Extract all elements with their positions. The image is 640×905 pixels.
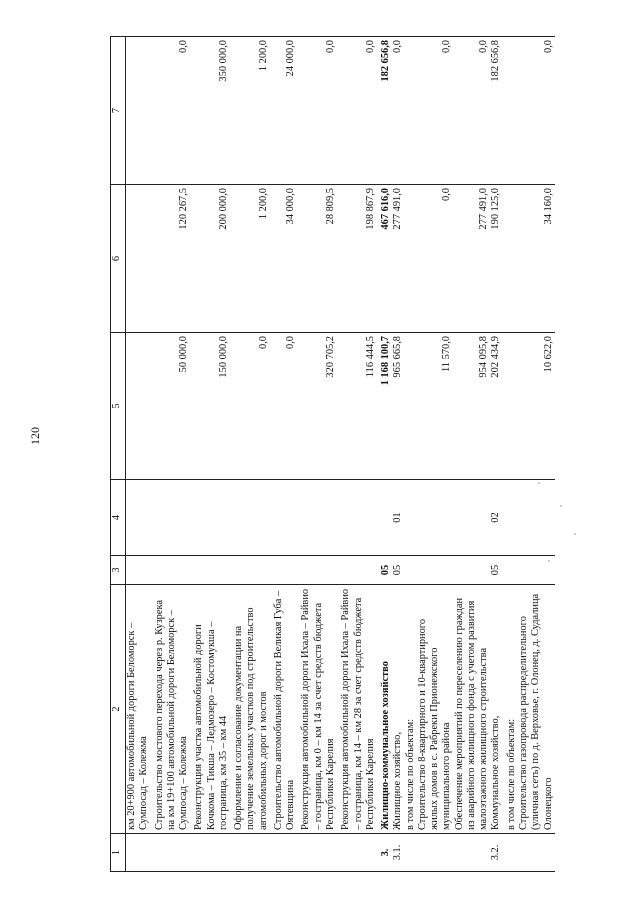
col-header-6: 6 bbox=[111, 185, 126, 333]
value-col7-cell: 182 656,8 bbox=[380, 37, 392, 185]
description-cell: Строительство газопровода распределительного (уличная сеть) по д. Верховье, г. Олонец, д. Судалица Олонецкого bbox=[518, 585, 555, 834]
value-col6-cell: 1 200,0 bbox=[233, 185, 273, 333]
row-number-cell bbox=[518, 834, 555, 872]
scan-speck bbox=[538, 482, 540, 484]
value-col6-cell bbox=[506, 185, 518, 333]
subsection-code-cell bbox=[454, 480, 491, 556]
row-number-cell: 3.2. bbox=[490, 834, 505, 872]
subsection-code-cell bbox=[154, 480, 194, 556]
value-col5-cell: 202 434,9 bbox=[490, 333, 505, 480]
table-row bbox=[193, 37, 233, 872]
row-number-cell bbox=[154, 834, 194, 872]
budget-table bbox=[110, 36, 555, 872]
value-col7-cell bbox=[506, 37, 518, 185]
section-code-cell bbox=[154, 556, 194, 585]
value-col6-cell: 0,0 bbox=[417, 185, 454, 333]
table-row bbox=[417, 37, 454, 872]
value-col6-cell: 277 491,0 bbox=[454, 185, 491, 333]
scan-speck bbox=[548, 560, 550, 562]
description-cell: Коммунальное хозяйство, bbox=[490, 585, 505, 834]
row-number-cell bbox=[193, 834, 233, 872]
table-row bbox=[405, 37, 417, 872]
subsection-code-cell bbox=[380, 480, 392, 556]
row-number-cell: 3.1. bbox=[392, 834, 404, 872]
value-col6-cell: 467 616,0 bbox=[380, 185, 392, 333]
section-code-cell: 05 bbox=[380, 556, 392, 585]
col-header-2: 2 bbox=[111, 585, 126, 834]
section-code-cell: 05 bbox=[392, 556, 404, 585]
value-col6-cell: 34 160,0 bbox=[518, 185, 555, 333]
row-number-cell bbox=[405, 834, 417, 872]
table-row bbox=[380, 37, 392, 872]
value-col7-cell bbox=[405, 37, 417, 185]
value-col5-cell bbox=[405, 333, 417, 480]
row-number-cell: 3. bbox=[380, 834, 392, 872]
value-col7-cell: 0,0 bbox=[392, 37, 404, 185]
description-cell: в том числе по объектам: bbox=[405, 585, 417, 834]
value-col7-cell: 1 200,0 bbox=[233, 37, 273, 185]
value-col5-cell: 0,0 bbox=[273, 333, 301, 480]
subsection-code-cell bbox=[126, 480, 154, 556]
col-header-7: 7 bbox=[111, 37, 126, 185]
table-row bbox=[126, 37, 154, 872]
value-col6-cell: 200 000,0 bbox=[193, 185, 233, 333]
header-row bbox=[111, 37, 126, 872]
table-row bbox=[154, 37, 194, 872]
value-col6-cell: 120 267,5 bbox=[154, 185, 194, 333]
table-row bbox=[392, 37, 404, 872]
table-row bbox=[454, 37, 491, 872]
value-col5-cell: 10 622,0 bbox=[518, 333, 555, 480]
value-col5-cell bbox=[126, 333, 154, 480]
description-cell: Строительство 8-квартирного и 10-квартирного жилых домов в с. Рабреки Прионежского муниципального района bbox=[417, 585, 454, 834]
page-number: 120 bbox=[28, 427, 42, 445]
value-col7-cell: 182 656,8 bbox=[490, 37, 505, 185]
rotated-page bbox=[110, 37, 554, 872]
table-row bbox=[518, 37, 555, 872]
value-col6-cell bbox=[126, 185, 154, 333]
section-code-cell bbox=[193, 556, 233, 585]
value-col6-cell: 198 867,9 bbox=[340, 185, 380, 333]
subsection-code-cell bbox=[300, 480, 340, 556]
value-col7-cell: 0,0 bbox=[454, 37, 491, 185]
row-number-cell bbox=[300, 834, 340, 872]
value-col7-cell: 0,0 bbox=[518, 37, 555, 185]
value-col5-cell: 116 444,5 bbox=[340, 333, 380, 480]
subsection-code-cell bbox=[273, 480, 301, 556]
subsection-code-cell: 01 bbox=[392, 480, 404, 556]
description-cell: Жилищное хозяйство, bbox=[392, 585, 404, 834]
row-number-cell bbox=[233, 834, 273, 872]
col-header-5: 5 bbox=[111, 333, 126, 480]
row-number-cell bbox=[126, 834, 154, 872]
section-code-cell: 05 bbox=[490, 556, 505, 585]
value-col5-cell: 1 168 100,7 bbox=[380, 333, 392, 480]
value-col7-cell: 0,0 bbox=[154, 37, 194, 185]
table-row bbox=[506, 37, 518, 872]
table-row bbox=[340, 37, 380, 872]
subsection-code-cell: 02 bbox=[490, 480, 505, 556]
subsection-code-cell bbox=[417, 480, 454, 556]
col-header-1: 1 bbox=[111, 834, 126, 872]
table-row bbox=[273, 37, 301, 872]
description-cell: Строительство мостового перехода через р. Кузрека на км 19+100 автомобильной дороги Беломорск – Сумпосад – Колежма bbox=[154, 585, 194, 834]
value-col5-cell: 150 000,0 bbox=[193, 333, 233, 480]
row-number-cell bbox=[273, 834, 301, 872]
subsection-code-cell bbox=[193, 480, 233, 556]
value-col5-cell: 320 705,2 bbox=[300, 333, 340, 480]
value-col5-cell: 965 665,8 bbox=[392, 333, 404, 480]
value-col7-cell: 0,0 bbox=[340, 37, 380, 185]
table-row bbox=[233, 37, 273, 872]
value-col6-cell: 277 491,0 bbox=[392, 185, 404, 333]
description-cell: в том числе по объектам: bbox=[506, 585, 518, 834]
value-col6-cell: 34 000,0 bbox=[273, 185, 301, 333]
description-cell: км 20+900 автомобильной дороги Беломорск – Сумпосад – Колежма bbox=[126, 585, 154, 834]
value-col7-cell: 24 000,0 bbox=[273, 37, 301, 185]
value-col5-cell: 954 095,8 bbox=[454, 333, 491, 480]
description-cell: Реконструкция автомобильной дороги Ихала – Райвио – госграница, км 14 – км 28 за счет средств бюджета Республики Карелия bbox=[340, 585, 380, 834]
table-row bbox=[490, 37, 505, 872]
value-col5-cell: 50 000,0 bbox=[154, 333, 194, 480]
section-code-cell bbox=[506, 556, 518, 585]
row-number-cell bbox=[340, 834, 380, 872]
value-col7-cell: 0,0 bbox=[417, 37, 454, 185]
description-cell: Реконструкция автомобильной дороги Ихала – Райвио – госграница, км 0 – км 14 за счет средств бюджета Республики Карелия bbox=[300, 585, 340, 834]
value-col6-cell: 190 125,0 bbox=[490, 185, 505, 333]
value-col6-cell bbox=[405, 185, 417, 333]
description-cell: Оформление и согласование документации на получение земельных участков под строительство автомобильных дорог и мостов bbox=[233, 585, 273, 834]
row-number-cell bbox=[506, 834, 518, 872]
section-code-cell bbox=[126, 556, 154, 585]
description-cell: Строительство автомобильной дороги Великая Губа – Оятевщина bbox=[273, 585, 301, 834]
section-code-cell bbox=[340, 556, 380, 585]
subsection-code-cell bbox=[506, 480, 518, 556]
col-header-4: 4 bbox=[111, 480, 126, 556]
row-number-cell bbox=[454, 834, 491, 872]
subsection-code-cell bbox=[340, 480, 380, 556]
subsection-code-cell bbox=[233, 480, 273, 556]
value-col6-cell: 28 809,5 bbox=[300, 185, 340, 333]
value-col5-cell: 0,0 bbox=[233, 333, 273, 480]
description-cell: Жилищно-коммунальное хозяйство bbox=[380, 585, 392, 834]
scan-speck bbox=[560, 505, 562, 507]
scan-speck bbox=[574, 533, 576, 535]
value-col5-cell bbox=[506, 333, 518, 480]
section-code-cell bbox=[233, 556, 273, 585]
table-row bbox=[300, 37, 340, 872]
col-header-3: 3 bbox=[111, 556, 126, 585]
description-cell: Реконструкция участка автомобильной дороги Кочкома – Тикша – Ледмозеро – Костомукша – госграница, км 35 – км 44 bbox=[193, 585, 233, 834]
value-col5-cell: 11 570,0 bbox=[417, 333, 454, 480]
row-number-cell bbox=[417, 834, 454, 872]
value-col7-cell: 350 000,0 bbox=[193, 37, 233, 185]
section-code-cell bbox=[300, 556, 340, 585]
section-code-cell bbox=[417, 556, 454, 585]
subsection-code-cell bbox=[405, 480, 417, 556]
subsection-code-cell bbox=[518, 480, 555, 556]
section-code-cell bbox=[405, 556, 417, 585]
section-code-cell bbox=[454, 556, 491, 585]
description-cell: Обеспечение мероприятий по переселению граждан из аварийного жилищного фонда с учетом развития малоэтажного жилищного строительства bbox=[454, 585, 491, 834]
value-col7-cell bbox=[126, 37, 154, 185]
section-code-cell bbox=[273, 556, 301, 585]
value-col7-cell: 0,0 bbox=[300, 37, 340, 185]
